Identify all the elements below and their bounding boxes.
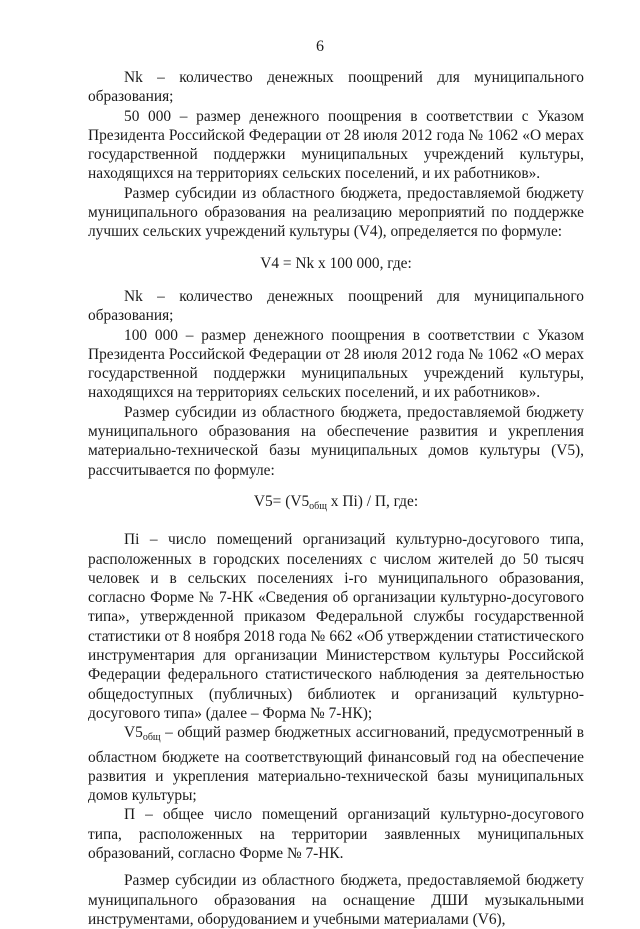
document-body [88,68,584,929]
definition-pi: Пi – число помещений организаций культурно-досугового типа, расположенных в городских поселениях с числом жителей до 50 тысяч человек и в сельских поселениях i-го муниципального образования, согласно Форме № 7-НК «Сведения об организации культурно-досугового типа», утвержденной приказом Федеральной службы государственной статистики от 8 ноября 2018 года № 662 «Об утверждении статистического инструментария для организации Министерством культуры Российской Федерации федерального статистического наблюдения за деятельностью общедоступных (публичных) библиотек и организаций культурно-досугового типа» (далее – Форма № 7-НК); [88,531,584,722]
definition-v5-subscript: общ [142,732,161,744]
formula-v5-prefix: V5= (V5 [253,492,310,510]
definition-p-total: П – общее число помещений организаций культурно-досугового типа, расположенных на территории заявленных муниципальных образований, согласно Форме № 7-НК. [88,806,584,862]
formula-v4: V4 = Nk x 100 000, где: [260,254,412,272]
definition-v5-symbol: V5 [124,724,143,742]
paragraph-v6-intro: Размер субсидии из областного бюджета, предоставляемой бюджету муниципального образования на оснащение ДШИ музыкальными инструментами, оборудованием и учебными материалами (V6), [88,872,584,928]
paragraph-50000-definition: 50 000 – размер денежного поощрения в соответствии с Указом Президента Российской Федерации от 28 июля 2012 года № 1062 «О мерах государственной поддержки муниципальных учреждений культуры, находящихся на территориях сельских поселений, и их работников». [88,107,584,183]
paragraph-100000-definition: 100 000 – размер денежного поощрения в соответствии с Указом Президента Российской Федерации от 28 июля 2012 года № 1062 «О мерах государственной поддержки муниципальных учреждений культуры, находящихся на территориях сельских поселений, и их работников». [88,326,584,402]
definition-v5-text: – общий размер бюджетных ассигнований, предусмотренный в областном бюджете на соответствующий финансовый год на обеспечение развития и укрепления материально-технической базы муниципальных домов культуры; [88,724,584,805]
formula-v5-subscript: общ [309,500,327,512]
paragraph-nk-definition-2: Nk – количество денежных поощрений для муниципального образования; [88,287,584,325]
page-number: 6 [316,38,324,55]
formula-v5 [88,492,584,516]
definition-v5-total [88,723,584,805]
formula-v5-suffix: x Пi) / П, где: [326,492,419,510]
paragraph-v4-intro: Размер субсидии из областного бюджета, предоставляемой бюджету муниципального образования на реализацию мероприятий по поддержке лучших сельских учреждений культуры (V4), определяется по формуле: [88,184,584,241]
paragraph-nk-definition-1: Nk – количество денежных поощрений для муниципального образования; [88,69,584,106]
paragraph-v5-intro: Размер субсидии из областного бюджета, предоставляемой бюджету муниципального образования на обеспечение развития и укрепления материально-технической базы муниципальных домов культуры (V5), рассчитывается по формуле: [88,403,584,479]
